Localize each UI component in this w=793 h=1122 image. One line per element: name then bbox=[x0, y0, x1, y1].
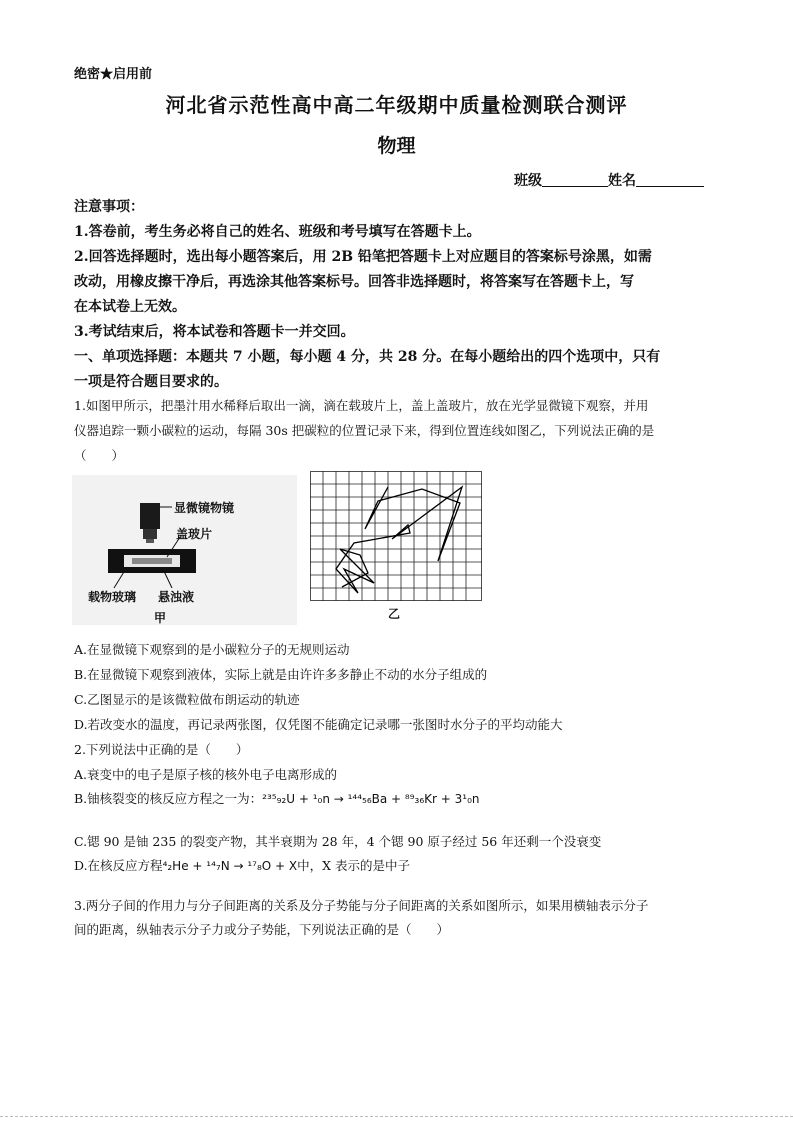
fission-equation: ²³⁵₉₂U + ¹₀n → ¹⁴⁴₅₆Ba + ⁸⁹₃₆Kr + 3¹₀n bbox=[262, 792, 480, 806]
subject-title: 物理 bbox=[377, 135, 416, 157]
figure-jia-microscope bbox=[72, 475, 297, 625]
q2-option-b[interactable] bbox=[74, 789, 480, 807]
name-label: 姓名 bbox=[608, 173, 636, 189]
q2-option-b-text: B.铀核裂变的核反应方程之一为： bbox=[74, 791, 263, 806]
q1-stem-line2: 仪器追踪一颗小碳粒的运动，每隔 30s 把碳粒的位置记录下来，得到位置连线如图乙，下列说法正确的是 bbox=[74, 423, 655, 438]
section1-heading-line1: 一、单项选择题：本题共 7 小题，每小题 4 分，共 28 分。在每小题给出的四个选项中，只有 bbox=[74, 349, 661, 365]
q2-option-c[interactable]: C.锶 90 是铀 235 的裂变产物，其半衰期为 28 年，4 个锶 90 原子经过 56 年还剩一个没衰变 bbox=[74, 834, 602, 849]
figure-yi-trajectory bbox=[310, 471, 482, 621]
q1-stem-line1: 1.如图甲所示，把墨汁用水稀释后取出一滴，滴在载玻片上，盖上盖玻片，放在光学显微镜下观察，并用 bbox=[74, 398, 649, 413]
caption-jia: 甲 bbox=[154, 611, 167, 625]
q2-stem: 2.下列说法中正确的是（ ） bbox=[74, 742, 249, 757]
trajectory-line bbox=[336, 487, 462, 593]
q1-option-d[interactable]: D.若改变水的温度，再记录两张图，仅凭图不能确定记录哪一张图时水分子的平均动能大 bbox=[74, 717, 563, 732]
brownian-path-grid bbox=[310, 471, 482, 601]
note-item-1: 1.答卷前，考生务必将自己的姓名、班级和考号填写在答题卡上。 bbox=[74, 224, 481, 240]
name-blank[interactable] bbox=[636, 172, 704, 187]
student-info-line bbox=[514, 170, 704, 190]
note-item-2-line2: 改动，用橡皮擦干净后，再选涂其他答案标号。回答非选择题时，将答案写在答题卡上，写 bbox=[74, 274, 634, 290]
note-item-2-line1: 2.回答选择题时，选出每小题答案后，用 2B 铅笔把答题卡上对应题目的答案标号涂黑，如需 bbox=[74, 249, 652, 265]
section1-heading-line2: 一项是符合题目要求的。 bbox=[74, 374, 228, 390]
nuclear-reaction-equation: ⁴₂He + ¹⁴₇N → ¹⁷₈O + X bbox=[162, 859, 298, 873]
label-cover-glass: 盖玻片 bbox=[176, 527, 213, 541]
q2-option-d-prefix: D.在核反应方程 bbox=[74, 858, 163, 873]
exam-title: 河北省示范性高中高二年级期中质量检测联合测评 bbox=[165, 93, 628, 117]
caption-yi: 乙 bbox=[388, 607, 401, 621]
q2-option-d-suffix: 中，X 表示的是中子 bbox=[297, 858, 411, 873]
q2-option-d[interactable] bbox=[74, 856, 410, 874]
q1-option-a[interactable]: A.在显微镜下观察到的是小碳粒分子的无规则运动 bbox=[74, 642, 350, 657]
q1-stem-line3: （ ） bbox=[74, 448, 125, 463]
notes-heading: 注意事项： bbox=[74, 199, 144, 215]
page-bottom-border bbox=[0, 1116, 793, 1117]
label-slide: 载物玻璃 bbox=[88, 590, 137, 604]
q2-option-a[interactable]: A.衰变中的电子是原子核的核外电子电离形成的 bbox=[74, 767, 338, 782]
q1-option-b[interactable]: B.在显微镜下观察到液体，实际上就是由许许多多静止不动的水分子组成的 bbox=[74, 667, 488, 682]
label-objective: 显微镜物镜 bbox=[174, 501, 235, 515]
note-item-3: 3.考试结束后，将本试卷和答题卡一并交回。 bbox=[74, 324, 355, 340]
confidential-label: 绝密★启用前 bbox=[74, 67, 153, 82]
class-label: 班级 bbox=[514, 173, 542, 189]
q3-stem-line2: 间的距离，纵轴表示分子力或分子势能，下列说法正确的是（ ） bbox=[74, 922, 450, 937]
class-blank[interactable] bbox=[542, 172, 608, 187]
q1-option-c[interactable]: C.乙图显示的是该微粒做布朗运动的轨迹 bbox=[74, 692, 300, 707]
label-suspension: 悬浊液 bbox=[158, 590, 195, 604]
q3-stem-line1: 3.两分子间的作用力与分子间距离的关系及分子势能与分子间距离的关系如图所示，如果用横轴表示分子 bbox=[74, 898, 649, 913]
note-item-2-line3: 在本试卷上无效。 bbox=[74, 299, 186, 315]
